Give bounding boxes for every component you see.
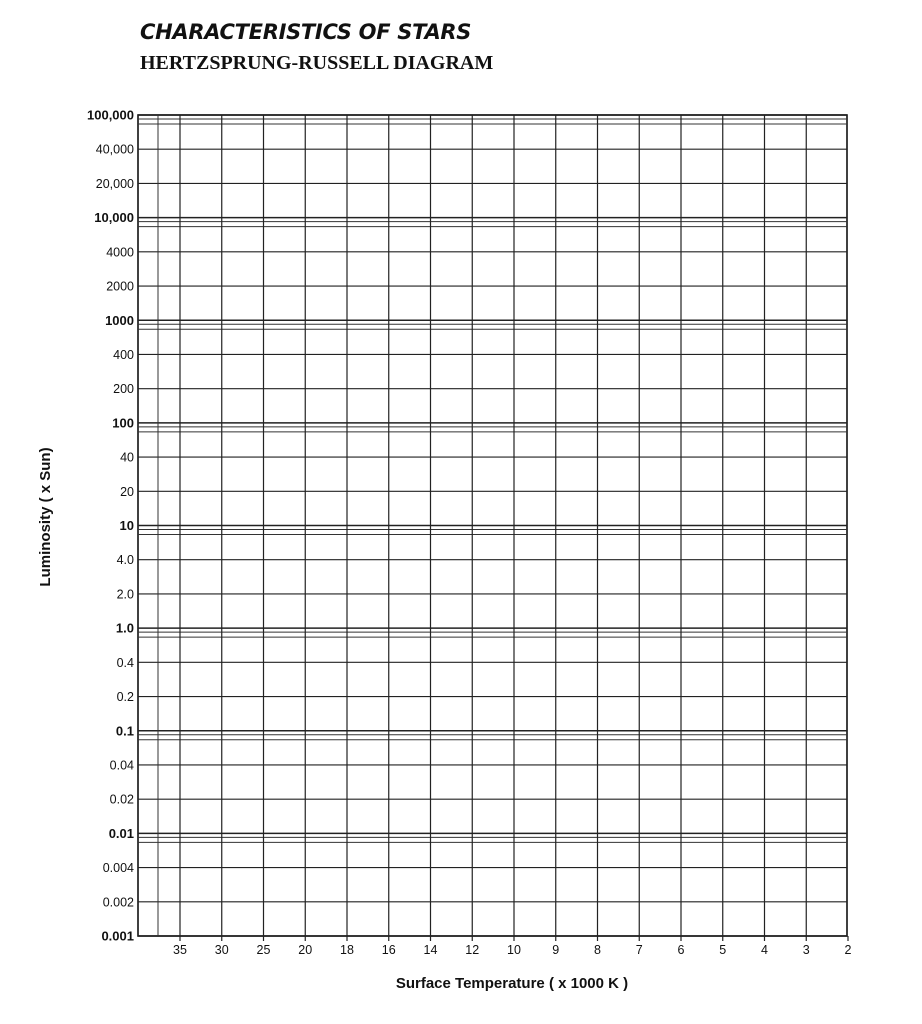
y-tick-label: 0.2 (116, 690, 134, 705)
y-tick-label: 200 (113, 382, 134, 397)
y-tick-label: 0.4 (116, 655, 134, 670)
y-tick-label: 2.0 (116, 587, 134, 602)
x-tick-label: 9 (552, 943, 560, 957)
y-tick-label: 10,000 (94, 210, 134, 226)
x-tick-label: 10 (507, 943, 521, 957)
y-tick-label: 2000 (106, 279, 134, 294)
y-tick-label: 0.004 (102, 861, 134, 876)
y-tick-label: 20 (120, 484, 134, 499)
x-tick-label: 2 (844, 943, 852, 957)
chart-title: CHARACTERISTICS OF STARS (140, 20, 472, 44)
y-axis-label: Luminosity ( x Sun) (37, 447, 54, 587)
x-tick-label: 8 (594, 943, 601, 957)
y-tick-label: 10 (119, 518, 134, 533)
y-tick-label: 1000 (105, 312, 134, 328)
x-tick-label: 18 (340, 943, 354, 957)
y-tick-label: 100,000 (87, 107, 134, 123)
y-tick-label: 0.002 (102, 895, 134, 910)
x-tick-label: 3 (802, 943, 810, 957)
x-tick-labels (173, 943, 851, 957)
chart-subtitle: HERTZSPRUNG-RUSSELL DIAGRAM (140, 52, 494, 74)
y-tick-label: 400 (113, 347, 134, 362)
x-tick-label: 35 (173, 943, 187, 957)
x-axis-label: Surface Temperature ( x 1000 K ) (395, 975, 629, 992)
x-tick-label: 12 (465, 943, 480, 957)
x-tick-label: 6 (677, 943, 685, 957)
y-tick-label: 4000 (106, 245, 134, 260)
y-tick-label: 40 (120, 450, 134, 465)
y-tick-label: 1.0 (115, 620, 134, 636)
y-tick-label: 40,000 (95, 142, 134, 157)
y-tick-label: 0.001 (101, 928, 134, 944)
x-tick-label: 4 (761, 943, 768, 957)
x-tick-label: 20 (298, 943, 313, 957)
y-tick-label: 4.0 (116, 553, 134, 568)
x-tick-label: 16 (381, 943, 396, 957)
x-tick-label: 25 (256, 943, 271, 957)
y-tick-label: 100 (112, 415, 134, 431)
y-tick-label: 20,000 (95, 176, 134, 191)
x-tick-label: 5 (719, 943, 727, 957)
x-tick-label: 30 (214, 943, 229, 957)
y-tick-labels (87, 108, 134, 944)
y-tick-label: 0.02 (109, 792, 134, 807)
y-tick-label: 0.1 (115, 723, 134, 739)
y-tick-label: 0.04 (109, 758, 134, 773)
y-tick-label: 0.01 (108, 825, 134, 841)
grid-layer (138, 115, 848, 941)
x-tick-label: 7 (635, 943, 643, 957)
x-tick-label: 14 (423, 943, 438, 957)
